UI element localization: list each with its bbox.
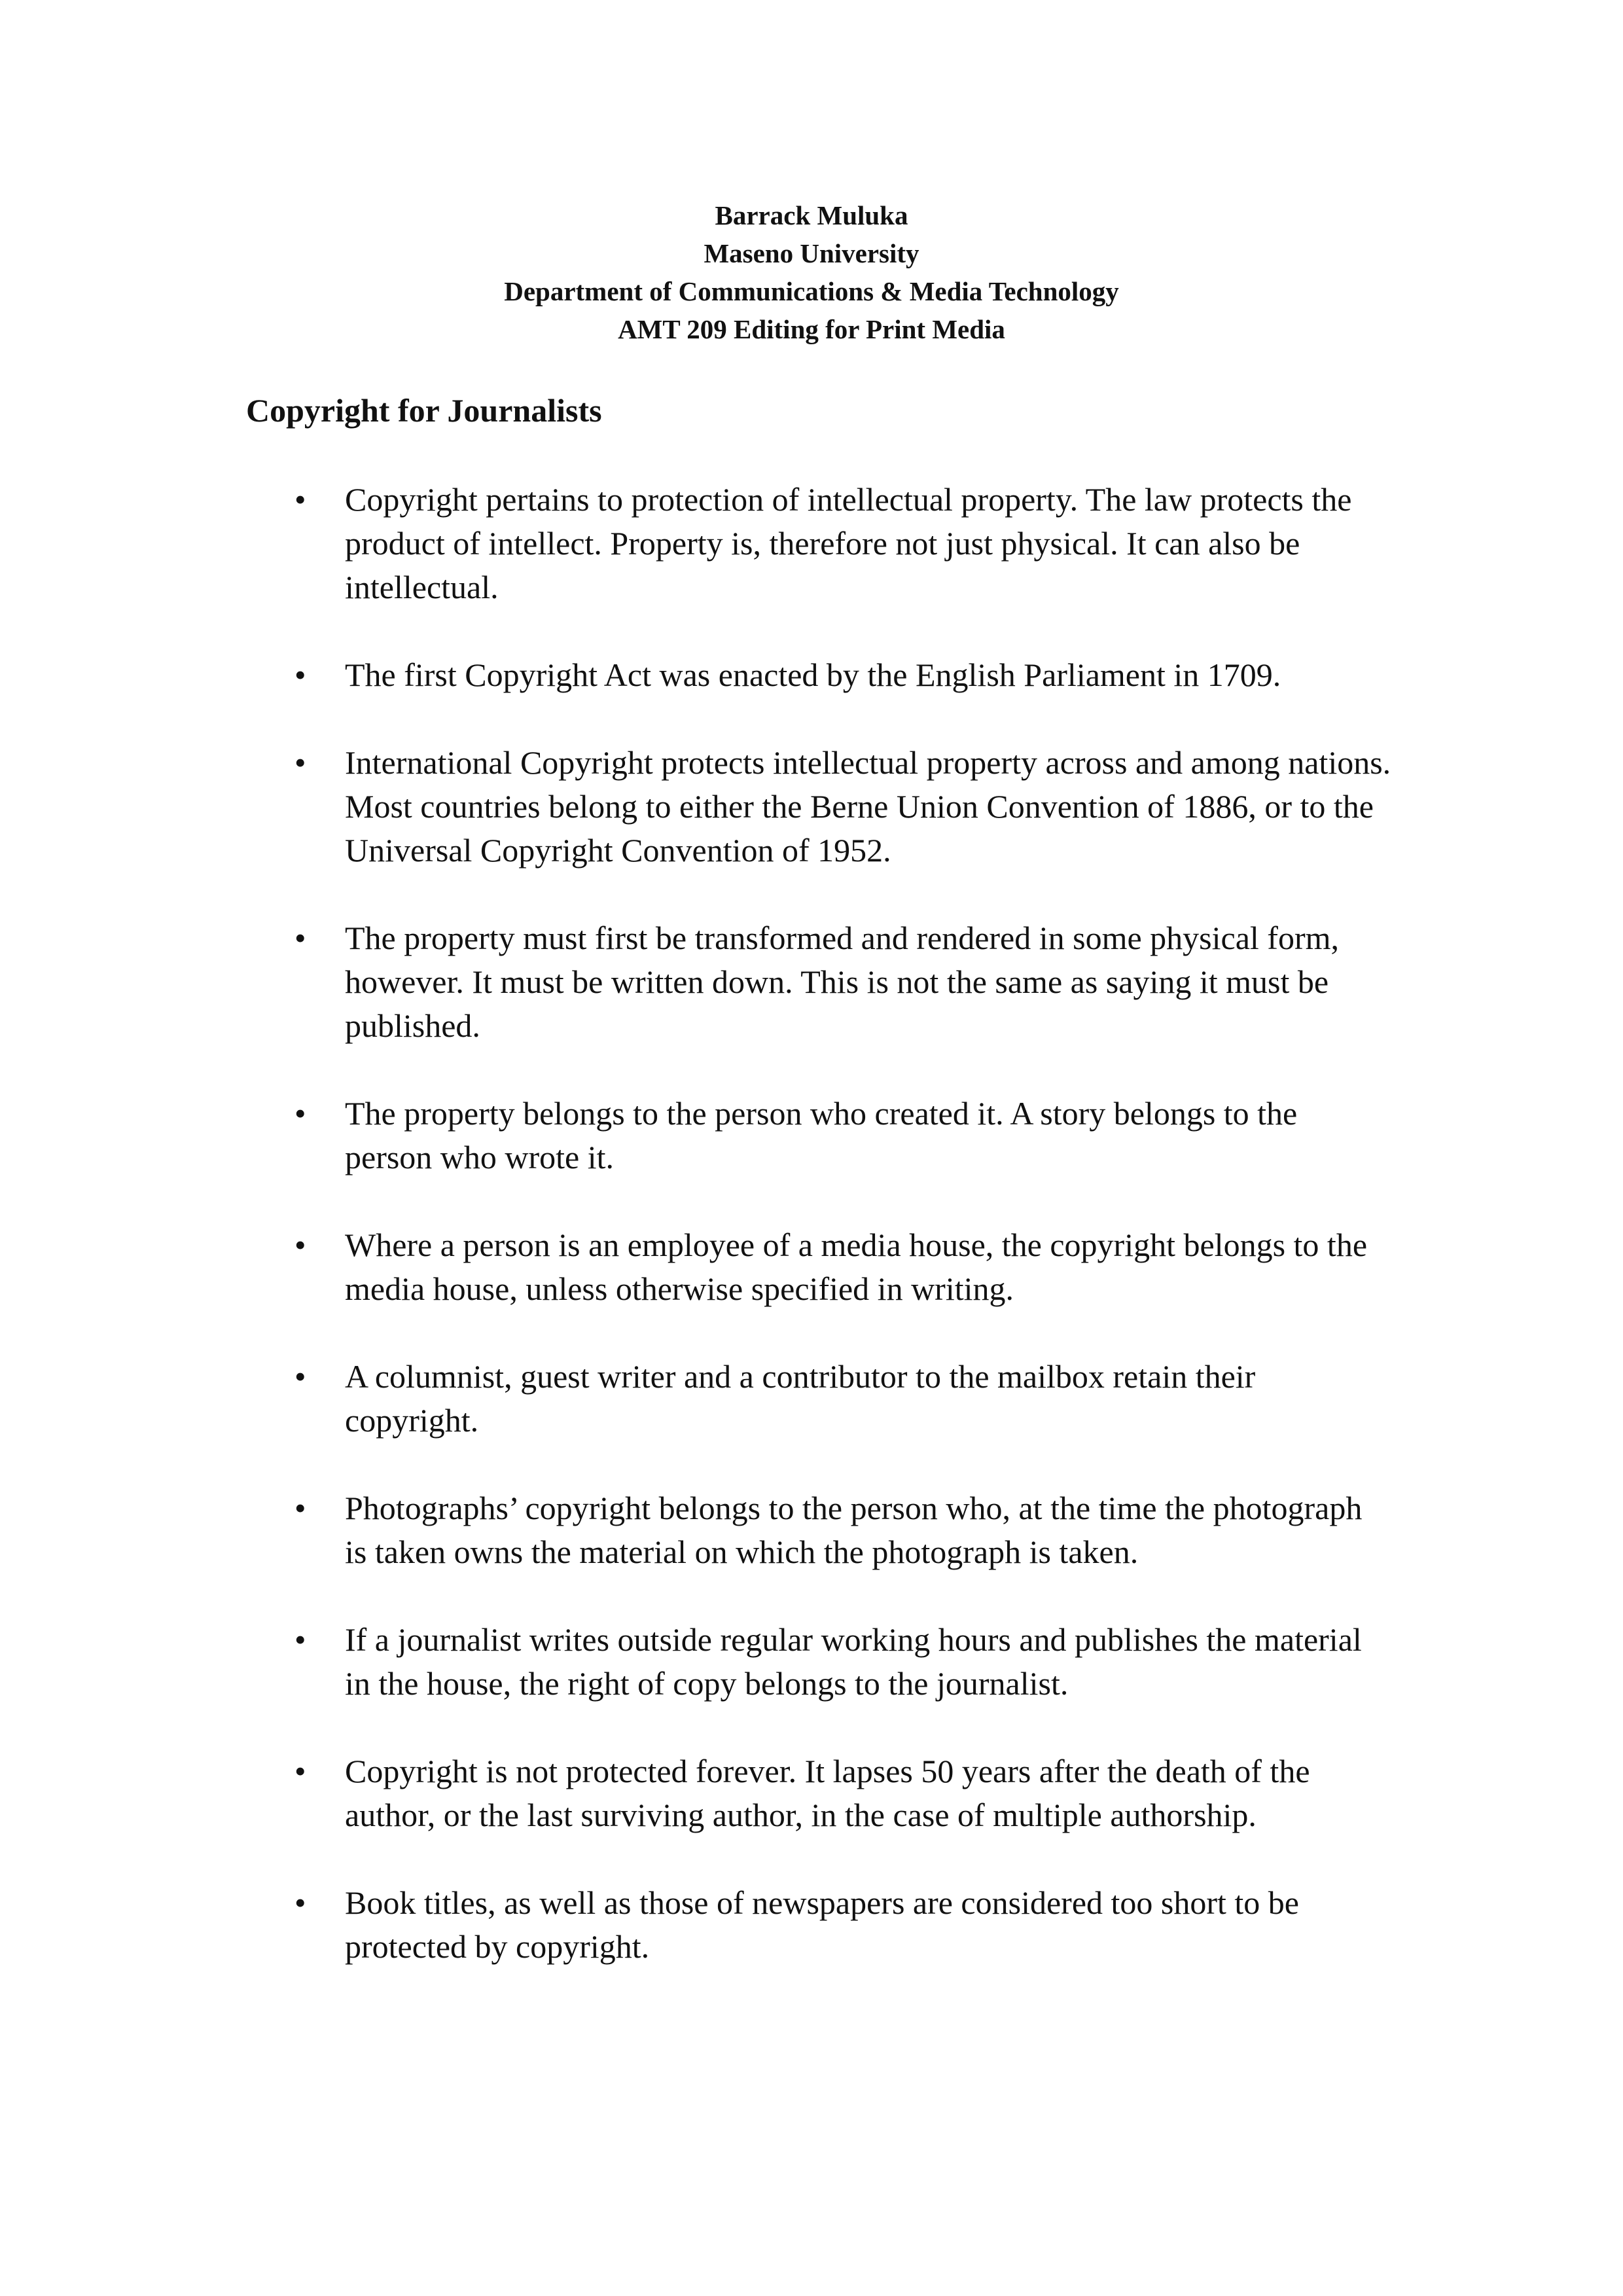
section-title: Copyright for Journalists (246, 392, 602, 429)
bullet-text: Copyright pertains to protection of intellectual property. The law protects the product of intellect. Property is, therefore not just physical. It can also be intellectual. (345, 481, 1352, 605)
bullet-text: Book titles, as well as those of newspapers are considered too short to be protected by copyright. (345, 1884, 1299, 1965)
bullet-icon: • (294, 1095, 306, 1132)
bullet-item (0, 1355, 1392, 1443)
department-name: Department of Communications & Media Technology (504, 276, 1119, 306)
bullet-text: Photographs’ copyright belongs to the person who, at the time the photograph is taken owns the material on which the photograph is taken. (345, 1490, 1363, 1570)
bullet-text: If a journalist writes outside regular working hours and publishes the material in the house, the right of copy belongs to the journalist. (345, 1621, 1362, 1702)
bullet-item (0, 653, 1392, 697)
bullet-item (0, 1749, 1392, 1837)
bullet-item (0, 1092, 1392, 1179)
bullet-text: International Copyright protects intellectual property across and among nations. Most countries belong to either the Berne Union Convention of 1886, or to the Universal Copyright Convention of 1952. (345, 744, 1391, 869)
bullet-text: The first Copyright Act was enacted by the English Parliament in 1709. (345, 656, 1281, 693)
bullet-item (0, 916, 1392, 1048)
bullet-item (0, 1618, 1392, 1706)
bullet-text: The property must first be transformed and rendered in some physical form, however. It must be written down. This is not the same as saying it must be published. (345, 920, 1339, 1044)
bullet-item (0, 1486, 1392, 1574)
bullet-text: Where a person is an employee of a media house, the copyright belongs to the media house, unless otherwise specified in writing. (345, 1227, 1368, 1307)
bullet-item (0, 478, 1392, 609)
bullet-text: A columnist, guest writer and a contributor to the mailbox retain their copyright. (345, 1358, 1256, 1439)
bullet-icon: • (294, 1227, 306, 1263)
institution-name: Maseno University (704, 238, 919, 268)
bullet-icon: • (294, 1358, 306, 1395)
bullet-text: Copyright is not protected forever. It lapses 50 years after the death of the author, or the last surviving author, in the case of multiple authorship. (345, 1753, 1310, 1833)
bullet-icon: • (294, 1621, 306, 1658)
document-header (0, 196, 1623, 348)
bullet-text: The property belongs to the person who created it. A story belongs to the person who wrote it. (345, 1095, 1298, 1175)
author-name: Barrack Muluka (715, 200, 908, 230)
bullet-icon: • (294, 1884, 306, 1921)
bullet-item (0, 1881, 1392, 1969)
bullet-icon: • (294, 656, 306, 693)
bullet-icon: • (294, 1753, 306, 1789)
course-name: AMT 209 Editing for Print Media (618, 314, 1005, 344)
bullet-icon: • (294, 1490, 306, 1526)
bullet-item (0, 741, 1392, 872)
bullet-list (0, 478, 1623, 2013)
bullet-item (0, 1223, 1392, 1311)
bullet-icon: • (294, 744, 306, 781)
bullet-icon: • (294, 481, 306, 518)
bullet-icon: • (294, 920, 306, 956)
